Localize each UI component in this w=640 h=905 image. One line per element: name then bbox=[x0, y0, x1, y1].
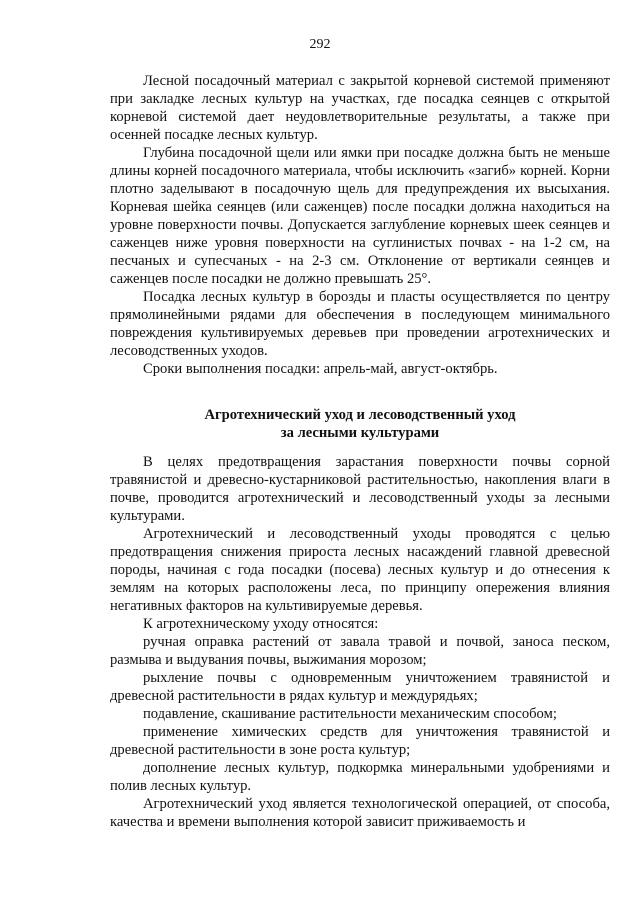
paragraph: В целях предотвращения зарастания поверхности почвы сорной травянистой и древесно-кустарниковой растительностью, накопления влаги в почве, проводится агротехнический и лесоводственный уходы за лесными культурами. bbox=[110, 454, 610, 524]
paragraph: Агротехнический уход является технологической операцией, от способа, качества и времени выполнения которой зависит приживаемость и bbox=[110, 796, 610, 830]
paragraph: Глубина посадочной щели или ямки при посадке должна быть не меньше длины корней посадочного материала, чтобы исключить «загиб» корней. Корни плотно заделывают в посадочную щель для предупреждения их высыхания. Корневая шейка сеянцев (или саженцев) после посадки должна находиться на уровне поверхности почвы. Допускается заглубление корневых шеек сеянцев и саженцев ниже уровня поверхности на суглинистых почвах - на 1-2 см, на песчаных и супесчаных - на 2-3 см. Отклонение от вертикали сеянцев и саженцев после посадки не должно превышать 25°. bbox=[110, 145, 610, 287]
list-item: применение химических средств для уничтожения травянистой и древесной растительности в зоне роста культур; bbox=[110, 724, 610, 758]
list-item: дополнение лесных культур, подкормка минеральными удобрениями и полив лесных культур. bbox=[110, 760, 610, 794]
section-heading bbox=[110, 406, 610, 442]
paragraph: Лесной посадочный материал с закрытой корневой системой применяют при закладке лесных культур на участках, где посадка сеянцев с открытой корневой системой дает неудовлетворительные результаты, а также при осенней посадке лесных культур. bbox=[110, 73, 610, 143]
page-number: 292 bbox=[309, 37, 331, 52]
paragraph: Агротехнический и лесоводственный уходы проводятся с целью предотвращения снижения прироста лесных насаждений главной древесной породы, начиная с года посадки (посева) лесных культур и до отнесения к землям на которых расположены леса, по принципу опережения влияния негативных факторов на культивируемые деревья. bbox=[110, 526, 610, 614]
paragraph: К агротехническому уходу относятся: bbox=[143, 616, 379, 632]
paragraph: Сроки выполнения посадки: апрель-май, август-октябрь. bbox=[143, 361, 498, 377]
section-1-text bbox=[110, 72, 610, 378]
list-item: рыхление почвы с одновременным уничтожением травянистой и древесной растительности в рядах культур и междурядьях; bbox=[110, 670, 610, 704]
section-2-text bbox=[110, 453, 610, 831]
list-item: подавление, скашивание растительности механическим способом; bbox=[143, 706, 557, 722]
heading-line: за лесными культурами bbox=[280, 425, 440, 441]
list-item: ручная оправка растений от завала травой и почвой, заноса песком, размыва и выдувания почвы, выжимания морозом; bbox=[110, 634, 610, 668]
paragraph: Посадка лесных культур в борозды и пласты осуществляется по центру прямолинейными рядами для обеспечения в последующем минимального повреждения культивируемых деревьев при проведении агротехнических и лесоводственных уходов. bbox=[110, 289, 610, 359]
heading-line: Агротехнический уход и лесоводственный уход bbox=[204, 407, 516, 423]
